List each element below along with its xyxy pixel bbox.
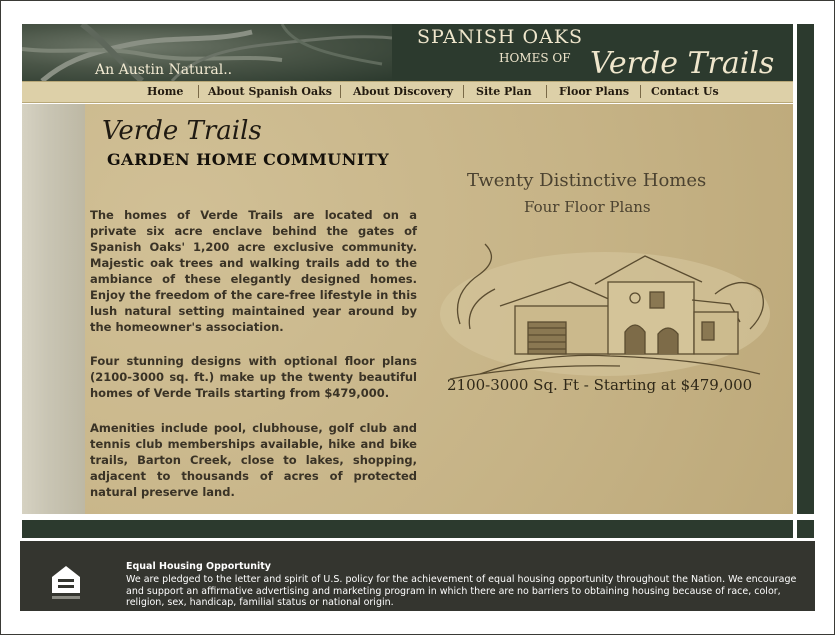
nav-home[interactable]: Home [147, 85, 184, 98]
decorative-paper-strip [22, 104, 85, 514]
community-script-title: Verde Trails [102, 116, 262, 146]
nav-divider [340, 85, 341, 98]
nav-divider [198, 85, 199, 98]
description-paragraph: Amenities include pool, clubhouse, golf club and tennis club memberships available, hike and bike trails, Barton Creek, close to lakes, shopping, adjacent to thousands of acres of protected natural preserve land. [90, 421, 417, 499]
nav-about-spanish-oaks[interactable]: About Spanish Oaks [208, 85, 332, 98]
nav-divider [640, 85, 641, 98]
equal-housing-icon [50, 563, 82, 601]
nav-floor-plans[interactable]: Floor Plans [559, 85, 630, 98]
footer [20, 541, 815, 611]
floor-plans-subheading: Four Floor Plans [524, 198, 651, 216]
equal-housing-text: We are pledged to the letter and spirit of U.S. policy for the achievement of equal housing opportunity throughout the Nation. We encourage and support an affirmative advertising and marketing program in which there are no barriers to obtaining housing because of race, color, religion, sex, handicap, familial status or national origin. [126, 574, 797, 608]
main-content [22, 104, 793, 514]
nav-contact-us[interactable]: Contact Us [651, 85, 719, 98]
community-subtitle: GARDEN HOME COMMUNITY [107, 150, 390, 169]
equal-housing-title: Equal Housing Opportunity [126, 561, 271, 572]
nav-divider [546, 85, 547, 98]
nav-divider [463, 85, 464, 98]
brand-script-logo: Verde Trails [590, 46, 775, 81]
house-sketch-image [440, 234, 770, 379]
nav-about-discovery[interactable]: About Discovery [353, 85, 453, 98]
description-paragraph: Four stunning designs with optional floor plans (2100-3000 sq. ft.) make up the twenty beautiful homes of Verde Trails starting from $479,000. [90, 354, 417, 400]
right-border-band-bottom [797, 520, 814, 538]
content-bottom-band [22, 520, 793, 538]
homes-heading: Twenty Distinctive Homes [467, 170, 707, 191]
brand-homes-of: HOMES OF [499, 51, 571, 65]
main-nav [22, 81, 793, 103]
brand-name: SPANISH OAKS [417, 26, 584, 48]
description-paragraph: The homes of Verde Trails are located on a private six acre enclave behind the gates of Spanish Oaks' 1,200 acre exclusive community. Majestic oak trees and walking trails add to the ambiance of these elegantly designed homes. Enjoy the freedom of the care-free lifestyle in this lush natural setting maintained year around by the homeowner's association. [90, 208, 417, 334]
site-header [22, 24, 793, 81]
price-line: 2100-3000 Sq. Ft - Starting at $479,000 [447, 376, 753, 394]
tagline: An Austin Natural.. [95, 62, 233, 78]
nav-site-plan[interactable]: Site Plan [476, 85, 532, 98]
right-border-band [797, 24, 814, 514]
